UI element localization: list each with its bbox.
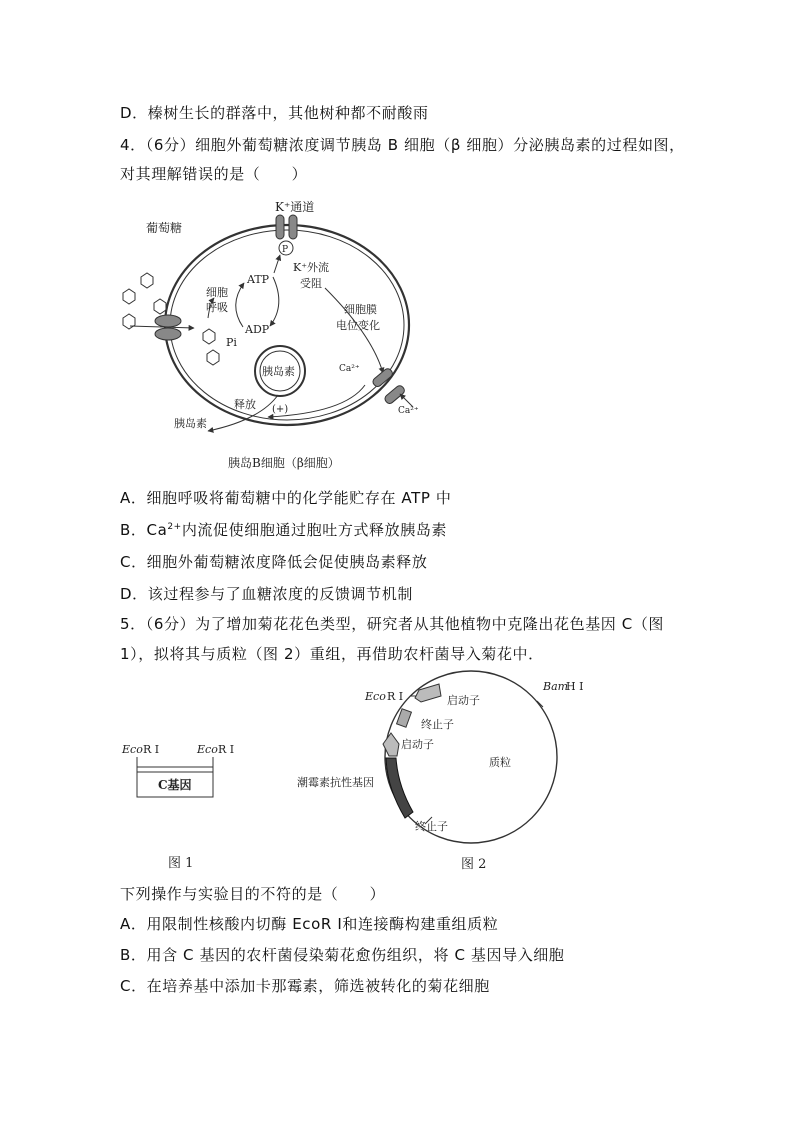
figure-2-caption: 图 2	[461, 857, 487, 870]
plasmid-diagram	[295, 670, 615, 870]
bamhi-site-label-italic: Bam	[543, 680, 569, 693]
terminator-1-label: 终止子	[421, 718, 454, 731]
phosphate-label: P	[282, 245, 289, 255]
membrane-label-2: 电位变化	[336, 319, 380, 332]
membrane-label-1: 细胞膜	[344, 303, 377, 316]
q4-option-d: D．该过程参与了血糖浓度的反馈调节机制	[120, 585, 413, 603]
ca-outside-label: Ca²⁺	[398, 406, 419, 416]
promoter-2-label: 启动子	[401, 738, 434, 751]
q5-option-a: A．用限制性核酸内切酶 EcoR Ⅰ和连接酶构建重组质粒	[120, 915, 499, 933]
glucose-label: 葡萄糖	[146, 221, 183, 235]
q5-option-c: C．在培养基中添加卡那霉素，筛选被转化的菊花细胞	[120, 977, 490, 995]
q4-option-b-pre: B．Ca	[120, 521, 168, 539]
q4-stem-line-2: 对其理解错误的是（ ）	[120, 165, 308, 183]
c-gene-label: C基因	[158, 778, 192, 792]
adp-label: ADP	[245, 323, 270, 336]
respiration-label-1: 细胞	[206, 286, 228, 299]
k-channel-label: K⁺通道	[275, 200, 315, 214]
q5-question: 下列操作与实验目的不符的是（ ）	[120, 885, 386, 903]
ecori-left-label-italic: Eco	[122, 743, 143, 756]
q5-option-b: B．用含 C 基因的农杆菌侵染菊花愈伤组织，将 C 基因导入细胞	[120, 946, 565, 964]
ecori-site-label: R Ⅰ	[387, 690, 404, 703]
pi-label: Pi	[226, 336, 237, 349]
c-gene-diagram	[120, 735, 260, 870]
k-channel-icon	[276, 215, 297, 239]
plasmid-label: 质粒	[489, 756, 511, 769]
k-efflux-label-1: K⁺外流	[293, 261, 330, 274]
insulin-out-label: 胰岛素	[174, 417, 207, 430]
ca-inside-label: Ca²⁺	[339, 364, 360, 374]
q5-stem-line-1: 5．（6分）为了增加菊花花色类型，研究者从其他植物中克隆出花色基因 C（图	[120, 615, 665, 633]
atp-label: ATP	[247, 273, 270, 286]
q4-option-b-sup: 2+	[167, 522, 182, 532]
respiration-label-2: 呼吸	[206, 301, 228, 314]
q4-option-c: C．细胞外葡萄糖浓度降低会促使胰岛素释放	[120, 553, 428, 571]
bamhi-site-label: H Ⅰ	[566, 680, 584, 693]
promoter-1-icon	[415, 684, 441, 702]
q4-option-a: A．细胞呼吸将葡萄糖中的化学能贮存在 ATP 中	[120, 489, 452, 507]
resistance-gene-label: 潮霉素抗性基因	[297, 776, 374, 789]
ca-channel-icon	[371, 367, 406, 405]
ecori-right-label: R Ⅰ	[218, 743, 235, 756]
promoter-1-label: 启动子	[447, 694, 480, 707]
ecori-right-label-italic: Eco	[197, 743, 218, 756]
insulin-vesicle-label: 胰岛素	[262, 365, 295, 378]
positive-regulation-label: (+)	[272, 404, 289, 415]
q4-option-b	[120, 520, 447, 540]
beta-cell-diagram	[110, 195, 440, 475]
q3-option-d: D．榛树生长的群落中，其他树种都不耐酸雨	[120, 104, 429, 122]
q5-stem-line-2: 1），拟将其与质粒（图 2）重组，再借助农杆菌导入菊花中．	[120, 645, 544, 663]
ecori-left-label: R Ⅰ	[143, 743, 160, 756]
release-label: 释放	[234, 398, 256, 411]
terminator-2-label: 终止子	[415, 820, 448, 833]
k-efflux-label-2: 受阻	[300, 277, 322, 290]
q4-stem-line-1: 4．（6分）细胞外葡萄糖浓度调节胰岛 B 细胞（β 细胞）分泌胰岛素的过程如图，	[120, 136, 685, 154]
figure-1-caption: 图 1	[168, 856, 194, 870]
q4-option-b-post: 内流促使细胞通过胞吐方式释放胰岛素	[181, 521, 448, 539]
cell-figure-caption: 胰岛B细胞（β细胞）	[228, 456, 340, 470]
ecori-site-label-italic: Eco	[365, 690, 386, 703]
